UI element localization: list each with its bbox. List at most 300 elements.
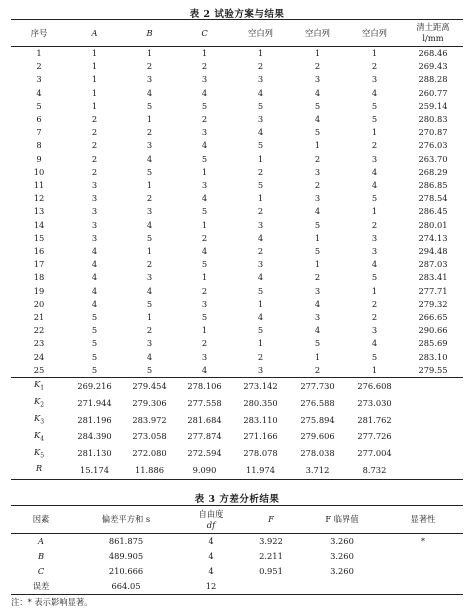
- table-row: [11, 192, 463, 205]
- k-label-letter: R: [35, 463, 43, 474]
- row-index-cell: 1: [36, 48, 42, 58]
- table-cell: 268.29: [418, 166, 448, 177]
- row-index-cell: 25: [33, 364, 45, 375]
- table-cell: 2: [201, 338, 208, 349]
- table-cell: 2: [91, 166, 98, 177]
- table-cell: 1: [91, 100, 98, 111]
- row-index-cell: 7: [36, 127, 42, 138]
- table-cell: 3: [257, 219, 264, 230]
- row-index-cell: 15: [33, 232, 45, 243]
- table-cell: 276.03: [418, 140, 448, 151]
- k-value-cell: 277.874: [187, 431, 222, 442]
- table-cell: 4: [257, 232, 264, 243]
- table-cell: 2: [314, 364, 321, 375]
- table-cell: 1: [314, 351, 321, 362]
- row-index-cell: 24: [33, 351, 45, 362]
- table-footnote: 注：* 表示影响显著。: [11, 597, 93, 607]
- table-cell: 1: [146, 114, 153, 125]
- k-value-cell: 281.684: [187, 414, 222, 425]
- table-cell: 286.85: [418, 180, 448, 191]
- table-cell: 4: [146, 153, 153, 164]
- k-value-cell: 278.078: [243, 448, 278, 459]
- table-cell: 3: [371, 232, 378, 243]
- k-value-cell: 279.606: [300, 431, 335, 442]
- table-cell: 4: [91, 272, 98, 283]
- table-cell: 2: [201, 114, 208, 125]
- table-cell: 1: [257, 193, 264, 204]
- table-cell: 4: [257, 127, 264, 138]
- table-cell: 3: [91, 219, 98, 230]
- table-cell: 5: [314, 127, 321, 138]
- table-row: [11, 549, 463, 564]
- header-factor-c: C: [177, 20, 232, 47]
- k-value-cell: 275.894: [300, 414, 335, 425]
- table-cell: 1: [146, 48, 153, 58]
- row-index-cell: 20: [33, 298, 45, 309]
- table-row: [11, 87, 463, 100]
- k-label-subscript: 4: [40, 435, 45, 443]
- table-cell: 3: [91, 193, 98, 204]
- table-cell: 2: [257, 351, 264, 362]
- table-row: [11, 351, 463, 364]
- table-cell: 3: [146, 74, 153, 85]
- table-cell: 5: [371, 114, 378, 125]
- table-cell: 4: [146, 351, 153, 362]
- table-cell: 2: [371, 140, 378, 151]
- table-cell: 283.41: [418, 272, 448, 283]
- table-cell: 2: [371, 219, 378, 230]
- k-value-cell: 283.110: [243, 414, 278, 425]
- table-cell: 3: [91, 180, 98, 191]
- table-cell: 1: [314, 232, 321, 243]
- table-cell: 3: [371, 325, 378, 336]
- header-blank-1: 空白列: [232, 20, 289, 47]
- table-cell: 4: [371, 87, 378, 98]
- table-cell: 5: [146, 166, 153, 177]
- table-cell: 1: [314, 140, 321, 151]
- row-index-cell: 9: [36, 153, 42, 164]
- row-index-cell: 8: [36, 140, 42, 151]
- table-row: [11, 298, 463, 311]
- table-cell: 4: [257, 272, 264, 283]
- k-value-cell: 271.944: [77, 397, 112, 408]
- table-cell: 294.48: [418, 246, 448, 257]
- table-cell: 2: [314, 272, 321, 283]
- header-clearing-distance-unit: l/mm: [422, 33, 444, 43]
- table-cell: 1: [371, 285, 378, 296]
- table-cell: 2: [314, 61, 321, 72]
- k-value-cell: 278.038: [300, 448, 335, 459]
- table-row: [11, 139, 463, 152]
- header-clearing-distance: [403, 20, 463, 47]
- k-label-letter: K: [33, 412, 41, 423]
- k-value-cell: 277.726: [357, 431, 392, 442]
- header-sum-of-squares: 偏差平方和 s: [71, 506, 181, 534]
- k-label-letter: K: [33, 429, 41, 440]
- table-cell: 4: [146, 219, 153, 230]
- table-cell: 1: [371, 206, 378, 217]
- table-cell: 280.01: [418, 219, 448, 230]
- row-index-cell: 19: [33, 285, 45, 296]
- header-f-critical: F 临界值: [301, 506, 383, 534]
- table-cell: 279.55: [418, 364, 448, 375]
- table-row: [11, 166, 463, 179]
- table-cell: 3: [314, 312, 321, 323]
- table-cell: 4: [201, 193, 208, 204]
- table-cell: 1: [91, 48, 98, 58]
- table-cell: 3.922: [259, 536, 283, 546]
- row-index-cell: 5: [36, 100, 42, 111]
- table-cell: 5: [371, 351, 378, 362]
- table-cell: 263.70: [418, 153, 448, 164]
- table-row: [11, 285, 463, 298]
- table-cell: 2: [257, 61, 264, 72]
- table-cell: 1: [371, 48, 378, 58]
- table-row: [11, 245, 463, 258]
- table-cell: 5: [91, 364, 98, 375]
- table-cell: 2: [91, 140, 98, 151]
- table-cell: 1: [91, 74, 98, 85]
- table-cell: 1: [257, 48, 264, 58]
- row-index-cell: 23: [33, 338, 45, 349]
- table-row: [11, 73, 463, 86]
- table-cell: 5: [91, 312, 98, 323]
- table-cell: 274.13: [418, 232, 448, 243]
- k-value-cell: 278.106: [177, 378, 232, 395]
- factor-cell: 误差: [11, 579, 71, 595]
- k-label-letter: K: [33, 446, 41, 457]
- row-index-cell: 22: [33, 325, 45, 336]
- header-dof-symbol: df: [206, 519, 216, 530]
- table-cell: 2: [91, 153, 98, 164]
- table-cell: 5: [257, 325, 264, 336]
- table-cell: 259.14: [418, 100, 448, 111]
- table-cell: 3: [146, 338, 153, 349]
- table-cell: 5: [201, 153, 208, 164]
- header-factor-b: B: [122, 20, 177, 47]
- table-cell: 2: [201, 285, 208, 296]
- table-cell: 3: [201, 351, 208, 362]
- k-row-label: [11, 395, 67, 412]
- table-cell: 1: [257, 153, 264, 164]
- table-row: [11, 100, 463, 113]
- table-cell: 1: [371, 127, 378, 138]
- table-cell: 286.45: [418, 206, 448, 217]
- table-cell: 2: [201, 232, 208, 243]
- table-cell: 2: [257, 246, 264, 257]
- k-value-cell: 284.390: [77, 431, 112, 442]
- table-cell: 283.10: [418, 351, 448, 362]
- table-cell: 2: [371, 61, 378, 72]
- k-value-cell: 277.004: [357, 448, 392, 459]
- table-cell: 5: [201, 206, 208, 217]
- table-row: [11, 60, 463, 73]
- k-value-cell: 273.030: [357, 397, 392, 408]
- table-cell: 4: [91, 259, 98, 270]
- table-cell: 2: [257, 206, 264, 217]
- k-value-cell: 276.608: [346, 378, 403, 395]
- table-cell: 4: [146, 87, 153, 98]
- header-dof-label: 自由度: [198, 508, 224, 519]
- table-row: [11, 324, 463, 337]
- table-row: [11, 232, 463, 245]
- table-cell: 3.260: [330, 536, 354, 546]
- table-cell: 3: [371, 153, 378, 164]
- table-cell: 4: [91, 285, 98, 296]
- table-cell: 2: [314, 153, 321, 164]
- table-cell: 4: [146, 285, 153, 296]
- table-cell: 5: [257, 285, 264, 296]
- k-row-label: [11, 429, 67, 446]
- k-value-cell: 3.712: [289, 462, 346, 479]
- table-row: [11, 47, 463, 61]
- table-cell: 278.54: [418, 193, 448, 204]
- factor-cell: B: [37, 551, 45, 561]
- table-cell: 2: [314, 180, 321, 191]
- table2-caption: 表 3 方差分析结果: [194, 494, 280, 505]
- table-cell: 2: [146, 127, 153, 138]
- table-cell: 4: [91, 298, 98, 309]
- table-cell: 3: [257, 114, 264, 125]
- table-cell: 277.71: [418, 285, 448, 296]
- k-value-cell: 8.732: [346, 462, 403, 479]
- table-cell: 2.211: [259, 551, 283, 561]
- k-summary-row: [11, 378, 463, 395]
- k-value-cell: 11.886: [122, 462, 177, 479]
- empty-cell: [403, 462, 463, 479]
- table-cell: 4: [201, 364, 208, 375]
- table-cell: 5: [146, 100, 153, 111]
- table2-header-row: [11, 506, 463, 534]
- table-cell: 2: [371, 312, 378, 323]
- table-row: [11, 205, 463, 218]
- empty-cell: [403, 446, 463, 463]
- row-index-cell: 16: [33, 246, 45, 257]
- table-cell: 3: [91, 206, 98, 217]
- k-label-subscript: 5: [40, 452, 45, 460]
- table-cell: 2: [146, 325, 153, 336]
- table-cell: 4: [314, 298, 321, 309]
- table-cell: 3: [146, 206, 153, 217]
- table-cell: 4: [201, 246, 208, 257]
- table-cell: 4: [201, 87, 208, 98]
- table-row: [11, 337, 463, 350]
- table-cell: 3: [314, 285, 321, 296]
- table-cell: 2: [146, 193, 153, 204]
- table-cell: 4: [371, 180, 378, 191]
- table-cell: 5: [257, 180, 264, 191]
- table-cell: 3: [146, 140, 153, 151]
- table-cell: 4: [208, 536, 214, 546]
- row-index-cell: 14: [33, 219, 45, 230]
- table-cell: 4: [257, 87, 264, 98]
- table-cell: 3: [201, 74, 208, 85]
- table-cell: 1: [257, 298, 264, 309]
- k-summary-row: [11, 395, 463, 412]
- table-cell: 1: [146, 180, 153, 191]
- experiment-results-table: [11, 19, 463, 480]
- header-index: 序号: [11, 20, 67, 47]
- table-cell: 4: [201, 140, 208, 151]
- table-cell: 260.77: [418, 87, 448, 98]
- table-cell: 1: [146, 312, 153, 323]
- k-value-cell: 271.166: [243, 431, 278, 442]
- table-cell: 5: [314, 246, 321, 257]
- header-significance: 显著性: [383, 506, 463, 534]
- table-cell: 3: [314, 166, 321, 177]
- k-label-subscript: 3: [40, 418, 45, 426]
- table-cell: 1: [371, 364, 378, 375]
- k-value-cell: 277.558: [187, 397, 222, 408]
- table-cell: 2: [91, 127, 98, 138]
- table-cell: 1: [201, 272, 208, 283]
- k-row-label: [11, 378, 67, 395]
- row-index-cell: 21: [33, 312, 45, 323]
- table-cell: 1: [257, 338, 264, 349]
- row-index-cell: 18: [33, 272, 45, 283]
- table-cell: 3: [371, 246, 378, 257]
- table-row: [11, 126, 463, 139]
- table-cell: 3: [201, 127, 208, 138]
- table-cell: 290.66: [418, 325, 448, 336]
- table-cell: 4: [314, 325, 321, 336]
- table-cell: [241, 579, 301, 595]
- table-cell: 5: [201, 100, 208, 111]
- header-f-value: F: [241, 506, 301, 534]
- empty-cell: [403, 412, 463, 429]
- table-cell: 3: [314, 74, 321, 85]
- table-cell: 4: [314, 206, 321, 217]
- table-cell: 5: [371, 100, 378, 111]
- table-cell: 4: [208, 551, 214, 561]
- table-cell: 1: [201, 325, 208, 336]
- row-index-cell: 6: [36, 114, 42, 125]
- table-cell: [301, 579, 383, 595]
- table-cell: 2: [201, 61, 208, 72]
- table-cell: 12: [181, 579, 241, 595]
- table-cell: 5: [91, 351, 98, 362]
- table-cell: 1: [91, 61, 98, 72]
- k-value-cell: 272.594: [187, 448, 222, 459]
- empty-cell: [403, 395, 463, 412]
- k-summary-row: [11, 446, 463, 463]
- table-cell: [383, 579, 463, 595]
- table-cell: 2: [146, 259, 153, 270]
- table-cell: 3.260: [330, 551, 354, 561]
- table-row: [11, 258, 463, 271]
- table-cell: 3: [201, 180, 208, 191]
- k-value-cell: 273.058: [132, 431, 167, 442]
- k-row-label: [11, 412, 67, 429]
- table-cell: 4: [371, 259, 378, 270]
- table-cell: 266.65: [418, 312, 448, 323]
- k-value-cell: 269.216: [67, 378, 122, 395]
- table-cell: 1: [146, 246, 153, 257]
- table-cell: 0.951: [259, 566, 283, 576]
- k-row-label: [11, 446, 67, 463]
- row-index-cell: 13: [33, 206, 45, 217]
- table-cell: [383, 564, 463, 579]
- header-blank-3: 空白列: [346, 20, 403, 47]
- table-cell: 269.43: [418, 61, 448, 72]
- header-factor-a: A: [67, 20, 122, 47]
- table-cell: 5: [257, 100, 264, 111]
- table-cell: 5: [371, 193, 378, 204]
- table-cell: 489.905: [108, 551, 144, 561]
- k-summary-row: [11, 429, 463, 446]
- table-row: [11, 579, 463, 595]
- empty-cell: [403, 429, 463, 446]
- table-cell: 5: [146, 232, 153, 243]
- table-row: [11, 219, 463, 232]
- k-label-subscript: 1: [40, 384, 45, 392]
- table-cell: 5: [257, 140, 264, 151]
- table-cell: *: [420, 536, 426, 546]
- table-cell: 5: [146, 364, 153, 375]
- table-row: [11, 364, 463, 378]
- variance-analysis-table: [11, 505, 463, 595]
- table-cell: 4: [314, 114, 321, 125]
- empty-cell: [403, 378, 463, 395]
- k-value-cell: 283.972: [132, 414, 167, 425]
- table-cell: 5: [314, 100, 321, 111]
- table-cell: 2: [371, 298, 378, 309]
- k-value-cell: 279.306: [132, 397, 167, 408]
- table-row: [11, 153, 463, 166]
- row-index-cell: 17: [33, 259, 45, 270]
- table1-header-row: [11, 20, 463, 47]
- table-cell: 4: [257, 312, 264, 323]
- k-value-cell: 277.730: [289, 378, 346, 395]
- table-cell: 664.05: [71, 579, 181, 595]
- table-cell: 3: [257, 74, 264, 85]
- table-cell: 2: [257, 166, 264, 177]
- row-index-cell: 2: [36, 61, 42, 72]
- table-cell: 3: [257, 259, 264, 270]
- row-index-cell: 11: [33, 180, 45, 191]
- table-cell: 4: [371, 338, 378, 349]
- k-summary-row: [11, 412, 463, 429]
- k-value-cell: 279.454: [122, 378, 177, 395]
- table-cell: 287.03: [418, 259, 448, 270]
- table-cell: 1: [201, 166, 208, 177]
- table-cell: 3: [201, 298, 208, 309]
- k-value-cell: 281.762: [357, 414, 392, 425]
- table-cell: 2: [146, 61, 153, 72]
- k-value-cell: 276.588: [300, 397, 335, 408]
- header-blank-2: 空白列: [289, 20, 346, 47]
- table-cell: 5: [146, 298, 153, 309]
- table-row: [11, 564, 463, 579]
- table-cell: 5: [91, 325, 98, 336]
- row-index-cell: 12: [33, 193, 45, 204]
- table-cell: 270.87: [418, 127, 448, 138]
- table-cell: 861.875: [108, 536, 144, 546]
- k-value-cell: 281.130: [77, 448, 112, 459]
- k-summary-row: [11, 462, 463, 479]
- table-cell: 1: [314, 259, 321, 270]
- table-row: [11, 271, 463, 284]
- factor-cell: C: [37, 566, 45, 576]
- table-cell: 2: [91, 114, 98, 125]
- table-cell: 280.83: [418, 114, 448, 125]
- table-cell: 5: [371, 272, 378, 283]
- table-cell: 279.32: [418, 298, 448, 309]
- k-label-letter: K: [33, 379, 41, 390]
- table-cell: 5: [91, 338, 98, 349]
- table-cell: 3: [146, 272, 153, 283]
- table-row: [11, 113, 463, 126]
